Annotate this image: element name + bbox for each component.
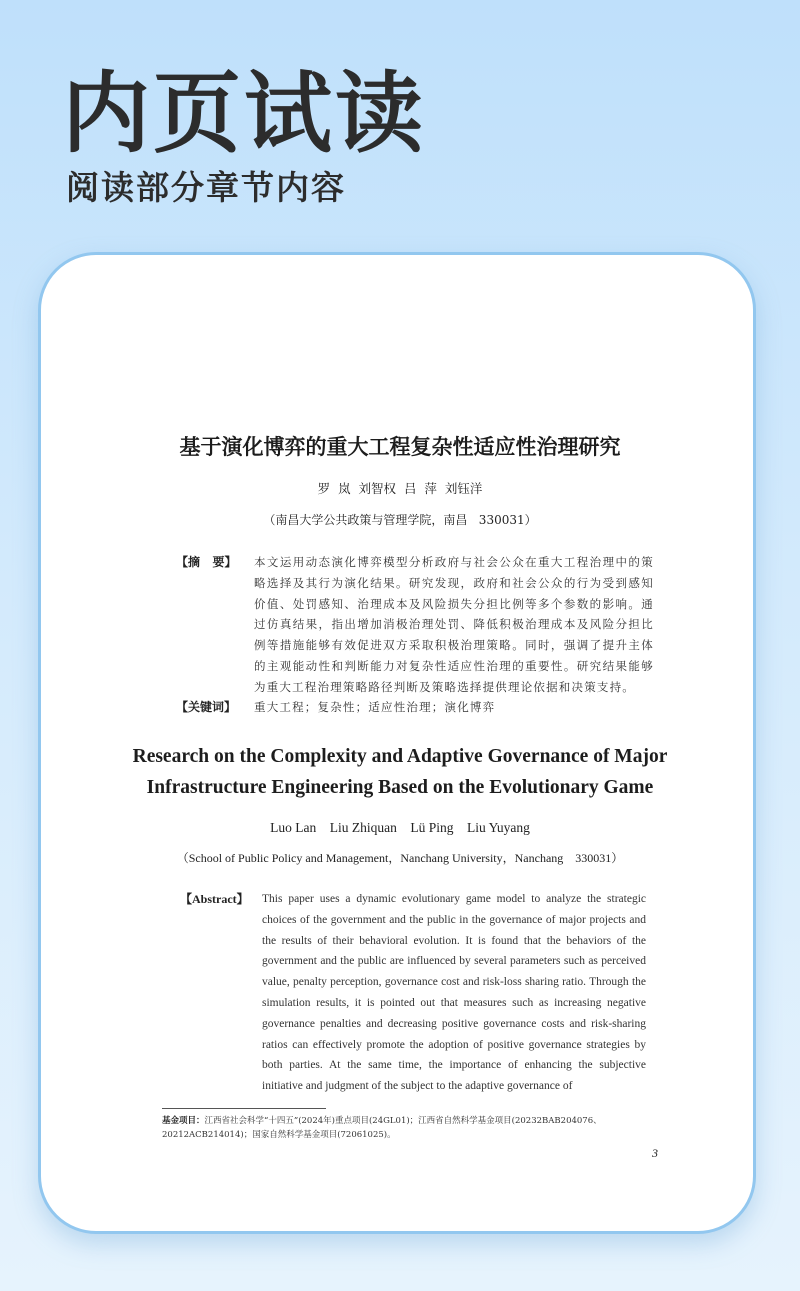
footnote-divider [162,1108,326,1109]
banner-subtitle: 阅读部分章节内容 [66,168,346,207]
abstract-text-cn: 本文运用动态演化博弈模型分析政府与社会公众在重大工程治理中的策略选择及其行为演化结果。研究发现，政府和社会公众的行为受到感知价值、处罚感知、治理成本及风险损失分担比例等多个参数的影响。通过仿真结果，指出增加消极治理处罚、降低积极治理成本及风险分担比例等措施能够有效促进双方采取积极治理策略。同时，强调了提升主体的主观能动性和判断能力对复杂性适应性治理的重要性。研究结果能够为重大工程治理策略路径判断及策略选择提供理论依据和决策支持。 [254,555,654,694]
keywords-text-cn: 重大工程；复杂性；适应性治理；演化博弈 [254,700,496,714]
paper-title-en-line1: Research on the Complexity and Adaptive Governance of Major [132,746,668,767]
authors-en: Luo Lan Liu Zhiquan Lü Ping Liu Yuyang [270,820,530,835]
footnote [162,1114,682,1142]
page-number: 3 [652,1146,658,1160]
footnote-label: 基金项目： [162,1116,205,1126]
authors-cn: 罗 岚 刘智权 吕 萍 刘钰洋 [317,481,483,496]
footnote-text: 江西省社会科学“十四五”(2024年)重点项目(24GL01)；江西省自然科学基金项目(20232BAB204076、20212ACB214014)；国家自然科学基金项目(72061025)。 [162,1116,602,1140]
paper-title-en-line2: Infrastructure Engineering Based on the Evolutionary Game [146,777,654,798]
affiliation-cn: （南昌大学公共政策与管理学院，南昌 330031） [263,513,537,527]
paper-title-cn: 基于演化博弈的重大工程复杂性适应性治理研究 [179,434,621,459]
abstract-label-cn: 【摘 要】 [176,555,237,569]
paper-title-en [40,741,760,803]
affiliation-en: （School of Public Policy and Management，Nanchang University，Nanchang 330031） [176,851,624,865]
abstract-label-en: 【Abstract】 [180,892,249,906]
banner-title: 内页试读 [62,62,427,165]
keywords-label-cn: 【关键词】 [176,700,237,714]
abstract-text-en: This paper uses a dynamic evolutionary game model to analyze the strategic choices of the government and the public in the governance of major projects and the results of their behavioral evolution. It is found that the behaviors of the government and the public are influenced by several parameters such as perceived value, penalty perception, governance cost and risk-loss sharing ratio. Through the simulation results, it is pointed out that measures such as increasing negative governance penalties and decreasing positive governance costs and risk-sharing ratios can effectively promote the adoption of positive governance strategies by both parties. At the same time, the importance of enhancing the subjective initiative and judgment of the subject to the adaptive governance of [262,893,646,1093]
